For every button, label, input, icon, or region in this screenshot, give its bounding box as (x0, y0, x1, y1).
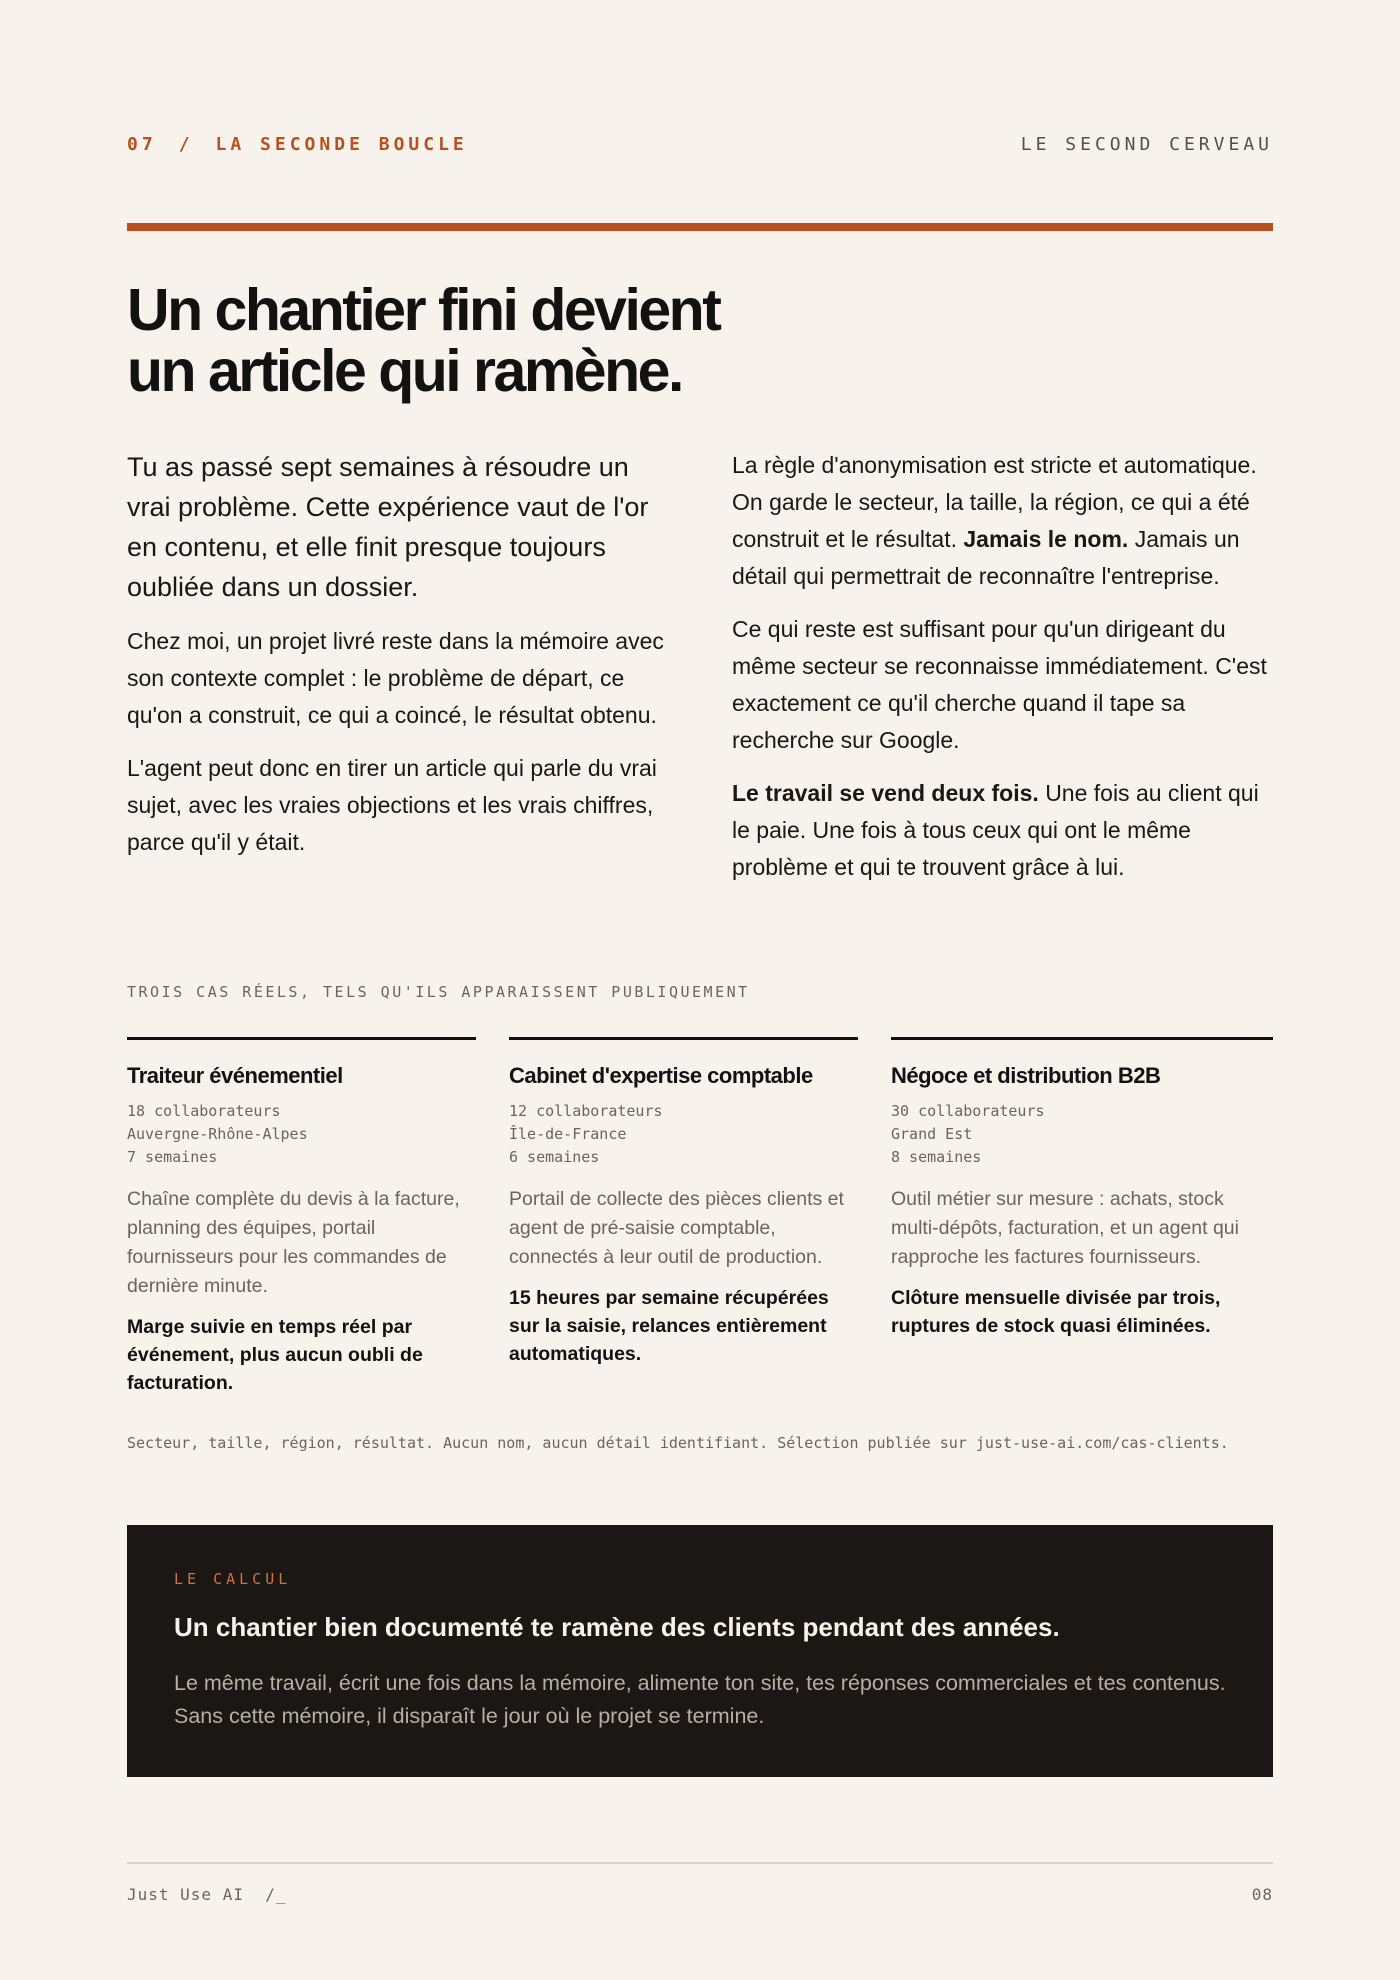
case-meta (127, 1100, 476, 1169)
case-card (127, 1037, 476, 1397)
left-column (127, 447, 667, 877)
case-staff: 12 collaborateurs (509, 1102, 663, 1120)
body-paragraph: Chez moi, un projet livré reste dans la mémoire avec son contexte complet : le problème de départ, ce qu'on a construit, ce qui a coincé, le résultat obtenu. (127, 628, 664, 728)
case-card (891, 1037, 1273, 1340)
body-paragraph (732, 775, 1272, 886)
accent-divider (127, 223, 1273, 231)
footer-brand: Just Use AI /_ (127, 1885, 287, 1904)
chapter-number: 07 (127, 134, 157, 155)
case-divider (127, 1037, 476, 1040)
paragraph-text: La règle d'anonymisation est stricte et automatique. On garde le secteur, la taille, la région, ce qui a été construit et le résultat. (732, 452, 1257, 552)
case-duration: 6 semaines (509, 1148, 600, 1166)
case-duration: 8 semaines (891, 1148, 982, 1166)
case-staff: 18 collaborateurs (127, 1102, 281, 1120)
calc-label: LE CALCUL (174, 1570, 292, 1588)
lead-paragraph: Tu as passé sept semaines à résoudre un vrai problème. Cette expérience vaut de l'or en contenu, et elle finit presque toujours oubliée dans un dossier. (127, 452, 649, 602)
case-meta (891, 1100, 1273, 1169)
calc-title: Un chantier bien documenté te ramène des clients pendant des années. (174, 1612, 1060, 1642)
calc-callout (127, 1525, 1273, 1777)
title-line-2: un article qui ramène. (127, 338, 682, 404)
page-number: 08 (1251, 1885, 1273, 1904)
case-card (509, 1037, 858, 1368)
case-divider (891, 1037, 1273, 1040)
cases-section-label: TROIS CAS RÉELS, TELS QU'ILS APPARAISSENT PUBLIQUEMENT (127, 983, 750, 1001)
body-paragraph (732, 447, 1272, 595)
case-title: Négoce et distribution B2B (891, 1063, 1161, 1088)
page-header (127, 134, 1273, 158)
case-title: Cabinet d'expertise comptable (509, 1063, 813, 1088)
case-title: Traiteur événementiel (127, 1063, 343, 1088)
paragraph-text: Une fois au client qui le paie. Une fois à tous ceux qui ont le même problème et qui te trouvent grâce à lui. (732, 780, 1259, 880)
case-result: Clôture mensuelle divisée par trois, ruptures de stock quasi éliminées. (891, 1287, 1221, 1337)
case-divider (509, 1037, 858, 1040)
footer-divider (127, 1862, 1273, 1864)
title-line-1: Un chantier fini devient (127, 277, 720, 343)
body-paragraph: Ce qui reste est suffisant pour qu'un dirigeant du même secteur se reconnaisse immédiatement. C'est exactement ce qu'il cherche quand il tape sa recherche sur Google. (732, 616, 1267, 753)
calc-body: Le même travail, écrit une fois dans la mémoire, alimente ton site, tes réponses commerciales et tes contenus. Sans cette mémoire, il disparaît le jour où le projet se termine. (174, 1671, 1226, 1728)
paragraph-text: Jamais un détail qui permettrait de reconnaître l'entreprise. (732, 526, 1240, 589)
case-description: Outil métier sur mesure : achats, stock multi-dépôts, facturation, et un agent qui rapproche les factures fournisseurs. (891, 1188, 1239, 1268)
case-description: Chaîne complète du devis à la facture, planning des équipes, portail fournisseurs pour les commandes de dernière minute. (127, 1188, 460, 1297)
case-region: Auvergne-Rhône-Alpes (127, 1125, 308, 1143)
page-title (127, 277, 1027, 404)
chapter-separator: / (178, 134, 194, 155)
emphasis-text: Le travail se vend deux fois. (732, 780, 1039, 806)
case-region: Grand Est (891, 1125, 973, 1143)
case-staff: 30 collaborateurs (891, 1102, 1045, 1120)
chapter-title: LA SECONDE BOUCLE (215, 134, 468, 155)
body-paragraph: L'agent peut donc en tirer un article qui parle du vrai sujet, avec les vraies objections et les vrais chiffres, parce qu'il y était. (127, 755, 657, 855)
case-result: Marge suivie en temps réel par événement, plus aucun oubli de facturation. (127, 1316, 423, 1394)
emphasis-text: Jamais le nom. (963, 526, 1129, 552)
case-duration: 7 semaines (127, 1148, 218, 1166)
case-meta (509, 1100, 858, 1169)
right-column (732, 447, 1272, 902)
header-brand: LE SECOND CERVEAU (1020, 134, 1273, 155)
chapter-marker (127, 134, 468, 155)
case-region: Île-de-France (509, 1125, 627, 1143)
cases-footnote: Secteur, taille, région, résultat. Aucun nom, aucun détail identifiant. Sélection publiée sur just-use-ai.com/cas-clients. (127, 1434, 1229, 1452)
case-result: 15 heures par semaine récupérées sur la saisie, relances entièrement automatiques. (509, 1287, 829, 1365)
case-description: Portail de collecte des pièces clients et agent de pré-saisie comptable, connectés à leur outil de production. (509, 1188, 844, 1268)
